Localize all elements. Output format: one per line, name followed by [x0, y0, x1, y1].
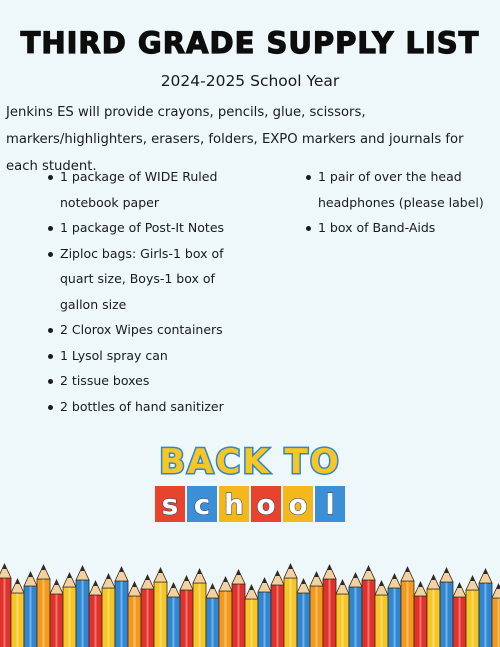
pencil-icon: [206, 584, 219, 647]
pencil-icon: [0, 564, 11, 647]
page-title: THIRD GRADE SUPPLY LIST: [20, 26, 480, 60]
pencil-icon: [89, 581, 102, 647]
pencil-icon: [245, 585, 258, 647]
list-item: 2 bottles of hand sanitizer: [48, 394, 238, 420]
school-letter: c: [193, 488, 211, 521]
pencil-icon: [232, 570, 245, 647]
school-letter: o: [256, 488, 276, 521]
list-item: 1 pair of over the head headphones (please label): [306, 164, 496, 215]
pencil-icon: [128, 582, 141, 647]
pencil-icon: [115, 567, 128, 647]
pencil-icon: [154, 568, 167, 647]
pencil-icon: [11, 579, 24, 647]
pencil-icon: [336, 580, 349, 647]
pencil-icon: [76, 566, 89, 647]
back-to-text: BACK TO: [159, 442, 341, 482]
list-item: 1 box of Band-Aids: [306, 215, 496, 241]
pencil-icon: [323, 565, 336, 647]
pencil-icon: [167, 583, 180, 647]
pencil-icon: [362, 566, 375, 647]
pencil-icon: [401, 567, 414, 647]
school-letter: h: [224, 488, 244, 521]
pencil-icon: [141, 575, 154, 647]
pencil-border-graphic: [0, 552, 500, 647]
list-item: Ziploc bags: Girls-1 box of quart size, Boys-1 box of gallon size: [48, 241, 238, 318]
pencil-icon: [284, 564, 297, 647]
pencil-icon: [297, 579, 310, 647]
list-item: 2 tissue boxes: [48, 368, 238, 394]
supply-list-right: [306, 164, 496, 241]
pencil-icon: [63, 573, 76, 647]
pencil-icon: [50, 580, 63, 647]
pencil-icon: [479, 569, 492, 647]
pencil-icon: [102, 574, 115, 647]
pencil-icon: [440, 568, 453, 647]
pencil-icon: [37, 565, 50, 647]
pencil-icon: [310, 572, 323, 647]
pencil-icon: [193, 569, 206, 647]
pencil-icon: [492, 584, 500, 647]
pencil-icon: [466, 576, 479, 647]
pencil-icon: [375, 581, 388, 647]
pencil-icon: [414, 582, 427, 647]
school-letter: l: [325, 488, 335, 521]
pencil-icon: [258, 578, 271, 647]
pencil-icon: [219, 577, 232, 647]
list-item: 1 Lysol spray can: [48, 343, 238, 369]
school-year: 2024-2025 School Year: [160, 72, 340, 90]
list-item: 1 package of Post-It Notes: [48, 215, 238, 241]
pencil-icon: [24, 572, 37, 647]
school-letter: s: [161, 488, 179, 521]
back-to-school-graphic: [150, 438, 350, 528]
intro-text: Jenkins ES will provide crayons, pencils, glue, scissors, markers/highlighters, erasers, folders, EXPO markers and journals for each student.: [6, 105, 464, 174]
supply-list-left: [48, 164, 238, 419]
pencil-icon: [427, 575, 440, 647]
school-letter: o: [288, 488, 308, 521]
pencil-icon: [349, 573, 362, 647]
pencil-icon: [388, 574, 401, 647]
school-tiles: [155, 486, 345, 522]
pencil-icon: [453, 583, 466, 647]
pencil-icon: [180, 576, 193, 647]
pencil-icon: [271, 571, 284, 647]
list-item: 2 Clorox Wipes containers: [48, 317, 238, 343]
list-item: 1 package of WIDE Ruled notebook paper: [48, 164, 238, 215]
